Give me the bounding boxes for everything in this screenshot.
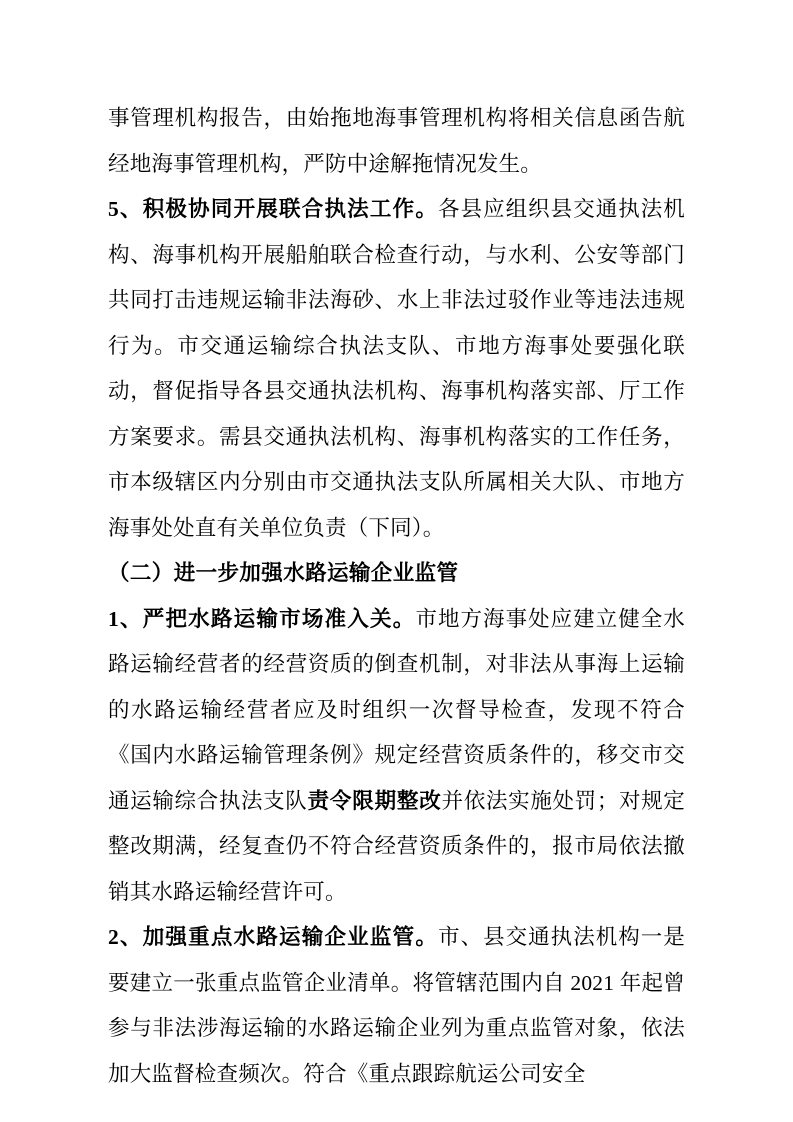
emphasis-run: （二）进一步加强水路运输企业监管 (108, 561, 459, 585)
para-section-2 (108, 96, 685, 597)
para-item-5 (108, 96, 685, 551)
para-item-2 (108, 96, 685, 1097)
text-run: 并依法实施处罚；对规定整改期满，经复查仍不符合经营资质条件的，报市局依法撤销其水路运输经营许可。 (108, 788, 686, 904)
text-run: 市地方海事处应建立健全水路运输经营者的经营资质的倒查机制，对非法从事海上运输的水路运输经营者应及时组织一次督导检查，发现不符合《国内水路运输管理条例》规定经营资质条件的，移交市交通运输综合执法支队 (108, 606, 685, 813)
emphasis-run: 责令限期整改 (307, 788, 442, 813)
emphasis-run: 2、加强重点水路运输企业监管。 (108, 925, 439, 949)
emphasis-run: 5、积极协同开展联合执法工作。 (108, 197, 439, 221)
text-run: 各县应组织县交通执法机构、海事机构开展船舶联合检查行动，与水利、公安等部门共同打击违规运输非法海砂、水上非法过驳作业等违法违规行为。市交通运输综合执法支队、市地方海事处要强化联动，督促指导各县交通执法机构、海事机构落实部、厅工作方案要求。需县交通执法机构、海事机构落实的工作任务，市本级辖区内分别由市交通执法支队所属相关大队、市地方海事处处直有关单位负责（下同）。 (108, 197, 685, 540)
text-run: 事管理机构报告，由始拖地海事管理机构将相关信息函告航经地海事管理机构，严防中途解拖情况发生。 (108, 106, 685, 176)
para-continuation (108, 96, 685, 187)
emphasis-run: 1、严把水路运输市场准入关。 (108, 606, 416, 631)
document-body (108, 96, 685, 1097)
para-item-1 (108, 96, 685, 915)
text-run: 市、县交通执法机构一是要建立一张重点监管企业清单。将管辖范围内自 2021 年起曾参与非法涉海运输的水路运输企业列为重点监管对象，依法加大监督检查频次。符合《重点跟踪航运公司安全 (108, 925, 685, 1086)
